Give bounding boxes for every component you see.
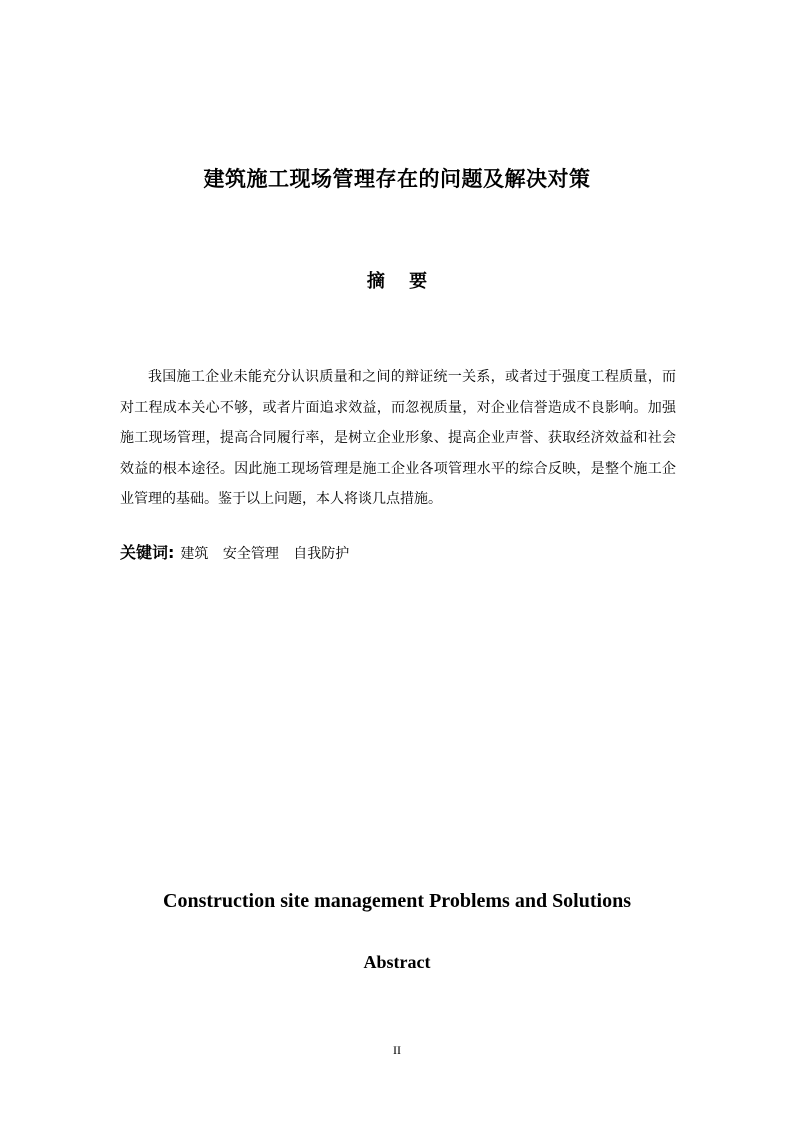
keywords-label: 关键词: bbox=[120, 543, 175, 562]
chinese-title: 建筑施工现场管理存在的问题及解决对策 bbox=[203, 166, 591, 191]
english-title: Construction site management Problems and Solutions bbox=[163, 890, 631, 912]
chinese-abstract-heading: 摘 要 bbox=[366, 271, 428, 292]
english-abstract-heading: Abstract bbox=[363, 952, 431, 972]
page-number: II bbox=[393, 1043, 401, 1057]
keywords-line bbox=[120, 540, 349, 563]
keywords-value: 建筑 安全管理 自我防护 bbox=[180, 546, 350, 562]
chinese-abstract-body: 我国施工企业未能充分认识质量和之间的辩证统一关系，或者过于强度工程质量，而对工程成本关心不够，或者片面追求效益，而忽视质量，对企业信誉造成不良影响。加强施工现场管理，提高合同履行率，是树立企业形象、提高企业声誉、获取经济效益和社会效益的根本途径。因此施工现场管理是施工企业各项管理水平的综合反映，是整个施工企业管理的基础。鉴于以上问题，本人将谈几点措施。 bbox=[120, 369, 676, 507]
